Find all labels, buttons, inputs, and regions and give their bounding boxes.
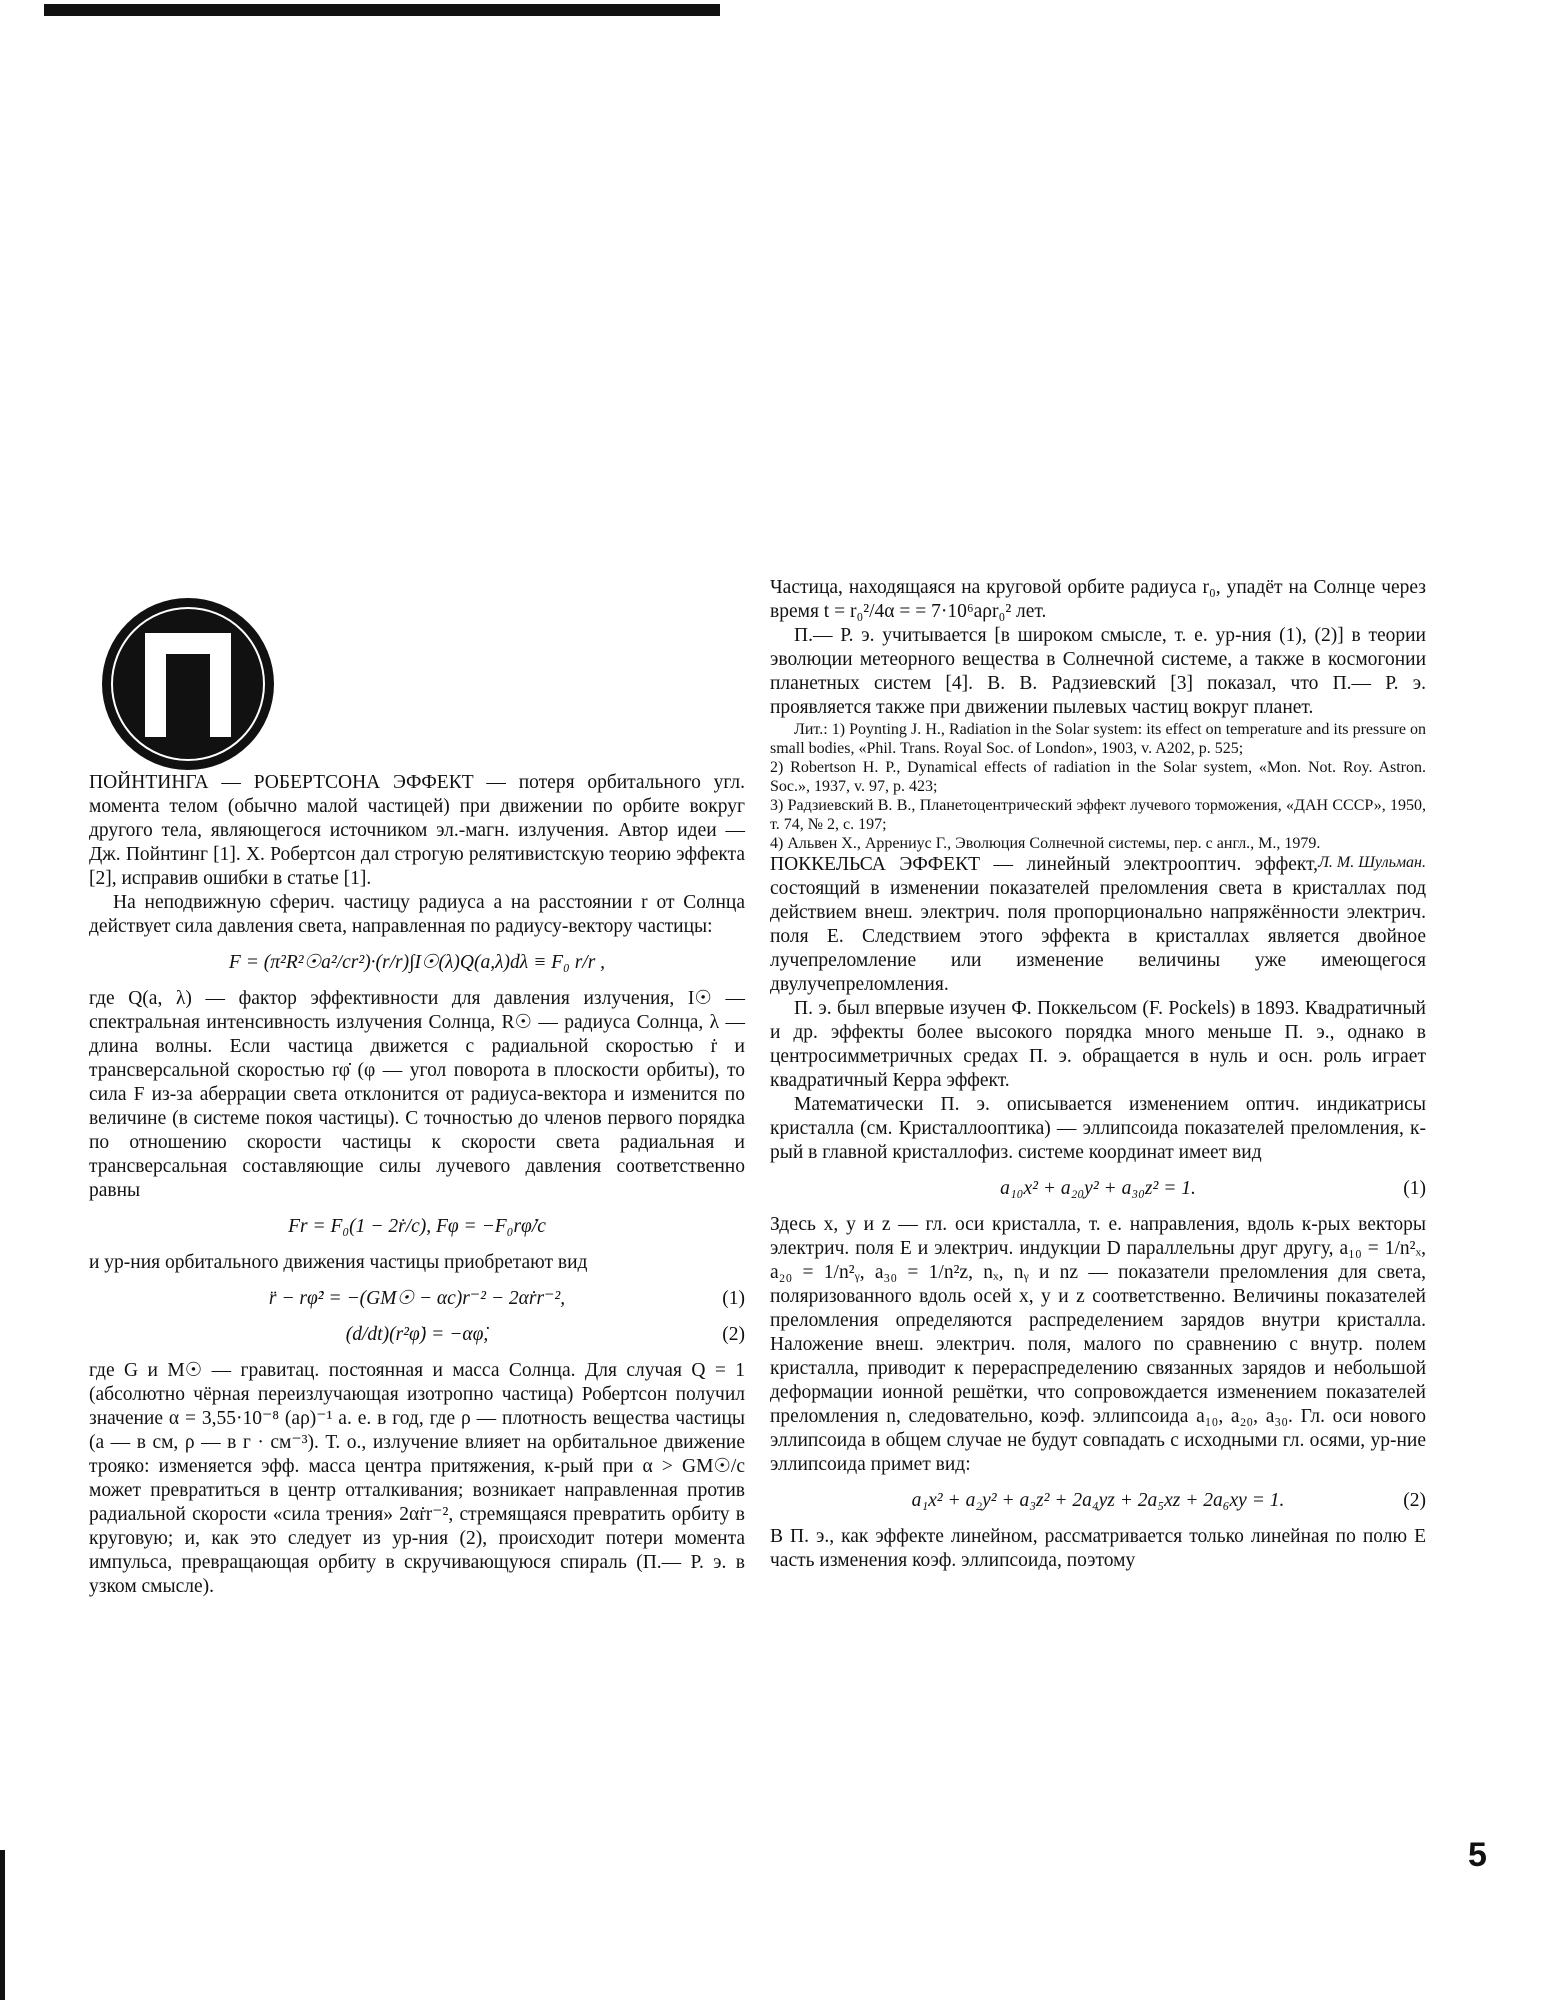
formula-radiation-force [89,951,745,975]
paragraph: Частица, находящаяся на круговой орбите радиуса r₀, упадёт на Солнце через время t = r₀²/4α = = 7·10⁶aρr₀² лет. [770,577,1426,622]
right-column [770,576,1426,1573]
formula-text: r̈ − rφ̇² = −(GM☉ − αc)r⁻² − 2αṙr⁻², [268,1288,566,1309]
formula-number: (2) [722,1324,745,1345]
references [770,720,1426,871]
initial-letter-medallion [100,596,276,772]
formula-number: (1) [722,1288,745,1309]
formula-orbital-eq-2 [89,1323,745,1347]
paragraph: В П. э., как эффекте линейном, рассматривается только линейная по полю E часть изменения коэф. эллипсоида, поэтому [770,1526,1426,1571]
top-rule [44,4,720,16]
reference-text: 4) Альвен Х., Аррениус Г., Эволюция Солнечной системы, пер. с англ., М., 1979. [770,835,1321,852]
paragraph: и ур-ния орбитального движения частицы приобретают вид [89,1252,588,1273]
formula-orbital-eq-1 [89,1287,745,1311]
formula-force-components [89,1215,745,1239]
reference-item: 3) Радзиевский В. В., Планетоцентрический эффект лучевого торможения, «ДАН СССР», 1950, т. 74, № 2, с. 197; [770,797,1426,833]
article-poynting-robertson-intro: ПОЙНТИНГА — РОБЕРТСОНА ЭФФЕКТ — потеря орбитального угл. момента телом (обычно малой частицей) при движении по орбите вокруг другого тела, являющегося источником эл.-магн. излучения. Автор идеи — Дж. Пойнтинг [1]. Х. Робертсон дал строгую релятивистскую теорию эффекта [2], исправив ошибки в статье [1]. [89,772,745,889]
reference-item: Лит.: 1) Poynting J. H., Radiation in the Solar system: its effect on temperature and its pressure on small bodies, «Phil. Trans. Royal Soc. of London», 1903, v. A202, p. 525; [770,721,1426,757]
formula-text: a₁₀x² + a₂₀y² + a₃₀z² = 1. [1000,1178,1196,1199]
formula-text: a₁x² + a₂y² + a₃z² + 2a₄yz + 2a₅xz + 2a₆xy = 1. [911,1490,1285,1511]
left-column [89,771,745,1599]
left-margin-mark [0,1850,5,2000]
paragraph: Математически П. э. описывается изменением оптич. индикатрисы кристалла (см. Кристаллооптика) — эллипсоида показателей преломления, к-рый в главной кристаллофиз. системе координат имеет вид [770,1094,1426,1163]
reference-item: 2) Robertson H. P., Dynamical effects of radiation in the Solar system, «Mon. Not. Roy. Astron. Soc.», 1937, v. 97, p. 423; [770,759,1426,795]
reference-author: Л. М. Шульман. [1318,854,1426,871]
formula-text: Fr = F₀(1 − 2ṙ/c), Fφ = −F₀rφ̇/c [288,1216,546,1237]
page-number: 5 [1468,1836,1487,1874]
paragraph: На неподвижную сферич. частицу радиуса a на расстоянии r от Солнца действует сила давления света, направленная по радиусу-вектору частицы: [89,892,745,937]
initial-letter-p-icon [100,596,276,772]
paragraph: П. э. был впервые изучен Ф. Поккельсом (F. Pockels) в 1893. Квадратичный и др. эффекты более высокого порядка много меньше П. э., однако в центросимметричных средах П. э. обращается в нуль и осн. роль играет квадратичный Керра эффект. [770,998,1426,1091]
paragraph: П.— Р. э. учитывается [в широком смысле, т. е. ур-ния (1), (2)] в теории эволюции метеорного вещества в Солнечной системе, а также в космогонии планетных систем [4]. В. В. Радзиевский [3] показал, что П.— Р. э. проявляется также при движении пылевых частиц вокруг планет. [770,625,1426,718]
formula-text: (d/dt)(r²φ̇) = −αφ̇, [345,1324,489,1345]
paragraph: где G и M☉ — гравитац. постоянная и масса Солнца. Для случая Q = 1 (абсолютно чёрная переизлучающая изотропно частица) Робертсон получил значение α = 3,55·10⁻⁸ (aρ)⁻¹ а. е. в год, где ρ — плотность вещества частицы (a — в см, ρ — в г · см⁻³). Т. о., излучение влияет на орбитальное движение трояко: изменяется эфф. масса центра притяжения, к-рый при α > GM☉/c может превратиться в центр отталкивания; возникает направленная против радиальной скорости «сила трения» 2αṙr⁻², стремящаяся превратить орбиту в круговую; и, как это следует из ур-ния (2), происходит потери момента импульса, превращающая орбиту в скручивающуюся спираль (П.— Р. э. в узком смысле). [89,1360,745,1597]
formula-number: (2) [1403,1490,1426,1511]
formula-number: (1) [1403,1178,1426,1199]
formula-indicatrix [770,1177,1426,1201]
formula-text: F = (π²R²☉a²/cr²)·(r/r)∫I☉(λ)Q(a,λ)dλ ≡ F₀ r/r , [228,952,606,973]
paragraph: где Q(a, λ) — фактор эффективности для давления излучения, I☉ — спектральная интенсивность излучения Солнца, R☉ — радиуса Солнца, λ — длина волны. Если частица движется с радиальной скоростью ṙ и трансверсальной скоростью rφ̇ (φ — угол поворота в плоскости орбиты), то сила F из-за аберрации света отклонится от радиуса-вектора и изменится по величине (в системе покоя частицы). С точностью до членов первого порядка по отношению скорости частицы к скорости света радиальная и трансверсальная составляющие силы лучевого давления соответственно равны [89,988,745,1201]
formula-ellipsoid-general [770,1489,1426,1513]
paragraph: Здесь x, y и z — гл. оси кристалла, т. е. направления, вдоль к-рых векторы электрич. поля E и электрич. индукции D параллельны друг другу, a₁₀ = 1/n²ₓ, a₂₀ = 1/n²ᵧ, a₃₀ = 1/n²z, nₓ, nᵧ и nz — показатели преломления для света, поляризованного вдоль осей x, y и z соответственно. Величины показателей преломления определяются распределением зарядов внутри кристалла. Наложение внеш. электрич. поля, малого по сравнению с внутр. полем кристалла, приводит к перераспределению связанных зарядов и небольшой деформации ионной решётки, что сопровождается изменением показателей преломления n, следовательно, коэф. эллипсоида a₁₀, a₂₀, a₃₀. Гл. оси нового эллипсоида в общем случае не будут совпадать с исходными гл. осями, ур-ние эллипсоида примет вид: [770,1214,1426,1475]
article-pockels-intro: ПОККЕЛЬСА ЭФФЕКТ — линейный электрооптич. эффект, состоящий в изменении показателей преломления света в кристаллах под действием внеш. электрич. поля пропорционально напряжённости электрич. поля E. Следствием этого эффекта в кристаллах является двойное лучепреломление или изменение величины уже имеющегося двулучепреломления. [770,854,1426,995]
reference-item [770,834,1426,871]
